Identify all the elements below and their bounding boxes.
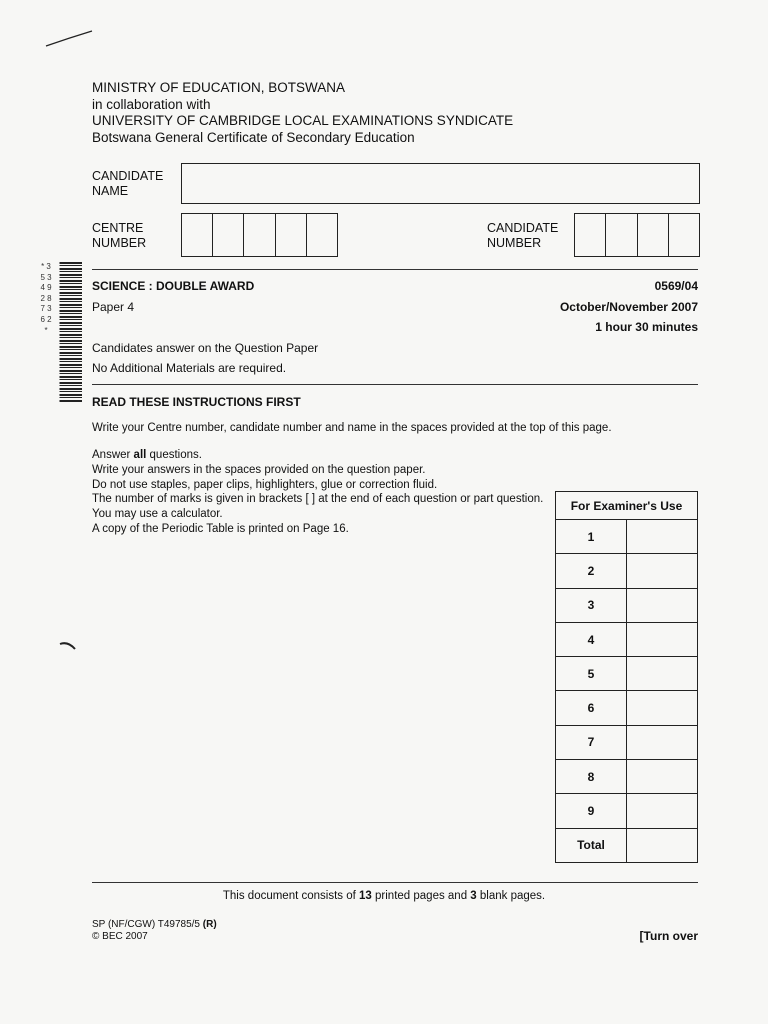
candidate-name-field[interactable]	[181, 163, 700, 204]
paper-code: 0569/04	[654, 279, 698, 293]
table-row: 2	[556, 554, 698, 588]
table-row: 4	[556, 622, 698, 656]
candidate-number-label: CANDIDATE NUMBER	[487, 221, 559, 250]
divider	[92, 882, 698, 883]
mark-cell[interactable]	[627, 554, 698, 588]
centre-digit-box[interactable]	[307, 214, 337, 256]
mark-cell[interactable]	[627, 828, 698, 862]
mark-cell[interactable]	[627, 760, 698, 794]
instruction-line: Do not use staples, paper clips, highlighters, glue or correction fluid.	[92, 478, 438, 491]
examiner-use-heading: For Examiner's Use	[556, 492, 698, 520]
scan-mark	[44, 28, 94, 50]
table-row: 1	[556, 520, 698, 554]
candidate-name-label: CANDIDATE NAME	[92, 169, 164, 198]
centre-number-field[interactable]	[181, 213, 338, 257]
barcode-digits: * 3 5 3 4 9 2 8 7 3 6 2 *	[40, 262, 52, 335]
instructions-heading: READ THESE INSTRUCTIONS FIRST	[92, 395, 301, 409]
candidate-digit-box[interactable]	[606, 214, 637, 256]
table-row: 9	[556, 794, 698, 828]
centre-digit-box[interactable]	[276, 214, 307, 256]
page-count-note: This document consists of 13 printed pages and 3 blank pages.	[222, 890, 546, 902]
instruction-answer-all: Answer all questions.	[92, 449, 202, 461]
divider	[92, 384, 698, 385]
subject-title: SCIENCE : DOUBLE AWARD	[92, 279, 255, 293]
candidate-digit-box[interactable]	[669, 214, 699, 256]
instruction-line: Write your answers in the spaces provided on the question paper.	[92, 463, 426, 476]
centre-number-label: CENTRE NUMBER	[92, 221, 147, 250]
candidate-number-field[interactable]	[574, 213, 700, 257]
barcode	[52, 262, 82, 402]
mark-cell[interactable]	[627, 725, 698, 759]
header-collaboration: in collaboration with	[92, 96, 211, 112]
exam-duration: 1 hour 30 minutes	[595, 320, 698, 334]
exam-header	[92, 80, 513, 146]
mark-cell[interactable]	[627, 691, 698, 725]
candidate-digit-box[interactable]	[575, 214, 606, 256]
mark-cell[interactable]	[627, 520, 698, 554]
document-reference: SP (NF/CGW) T49785/5 (R) © BEC 2007	[92, 919, 217, 942]
instructions-list	[92, 448, 552, 537]
table-row: 5	[556, 657, 698, 691]
exam-session: October/November 2007	[559, 300, 698, 314]
turn-over: [Turn over	[639, 929, 698, 943]
divider	[92, 269, 698, 270]
table-row: 8	[556, 760, 698, 794]
mark-cell[interactable]	[627, 794, 698, 828]
answer-on-paper: Candidates answer on the Question Paper	[92, 341, 319, 355]
examiner-use-table	[555, 491, 698, 863]
mark-cell[interactable]	[627, 588, 698, 622]
copyright: © BEC 2007	[92, 931, 148, 942]
table-row: Total	[556, 828, 698, 862]
header-certificate: Botswana General Certificate of Secondary Education	[92, 129, 415, 145]
scan-mark	[58, 640, 78, 652]
header-ministry: MINISTRY OF EDUCATION, BOTSWANA	[92, 80, 346, 95]
paper-number: Paper 4	[92, 300, 135, 314]
header-university: UNIVERSITY OF CAMBRIDGE LOCAL EXAMINATIONS SYNDICATE	[92, 113, 514, 128]
table-row: 6	[556, 691, 698, 725]
instruction-line: The number of marks is given in brackets [ ] at the end of each question or part question.	[92, 493, 544, 506]
centre-digit-box[interactable]	[182, 214, 213, 256]
table-row: 7	[556, 725, 698, 759]
instruction-line: A copy of the Periodic Table is printed on Page 16.	[92, 522, 349, 535]
materials-note: No Additional Materials are required.	[92, 361, 287, 375]
mark-cell[interactable]	[627, 657, 698, 691]
candidate-digit-box[interactable]	[638, 214, 669, 256]
mark-cell[interactable]	[627, 622, 698, 656]
centre-digit-box[interactable]	[244, 214, 275, 256]
instruction-line: You may use a calculator.	[92, 508, 223, 521]
instruction-write-details: Write your Centre number, candidate number and name in the spaces provided at the top of this page.	[92, 422, 612, 434]
centre-digit-box[interactable]	[213, 214, 244, 256]
table-row: 3	[556, 588, 698, 622]
